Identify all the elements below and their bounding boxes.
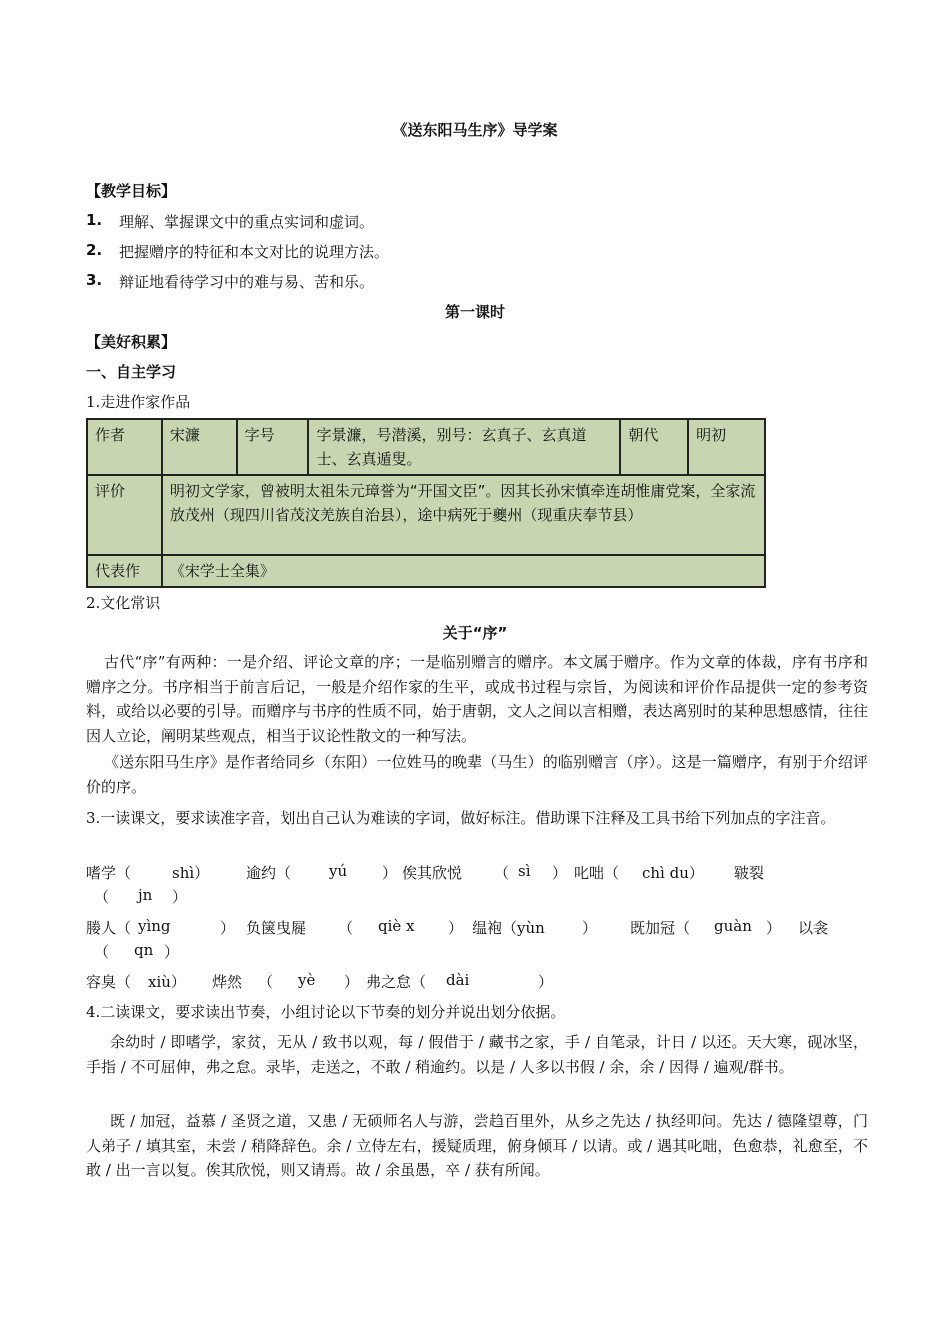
pinyin-item: guàn bbox=[714, 917, 752, 935]
pinyin-item: 皲裂 bbox=[734, 864, 765, 882]
lesson-heading: 第一课时 bbox=[444, 303, 505, 321]
pinyin-item: ） bbox=[344, 973, 360, 991]
pinyin-item: ） bbox=[172, 888, 188, 906]
works-label: 代表作 bbox=[87, 555, 162, 587]
pinyin-item: 弗之怠（ bbox=[366, 973, 427, 991]
pinyin-item: ） bbox=[382, 864, 398, 882]
pinyin-item: yè bbox=[298, 971, 316, 989]
evaluation-value: 明初文学家，曾被明太祖朱元璋誉为“开国文臣”。因其长孙宋慎牵连胡惟庸党案，全家流放茂州（现四川省茂汶羌族自治县），途中病死于夔州（现重庆奉节县） bbox=[162, 475, 765, 555]
pinyin-item: 缊袍（yùn bbox=[472, 919, 545, 937]
pinyin-item: yú bbox=[329, 862, 348, 880]
accumulation-heading: 【美好积累】 bbox=[86, 333, 177, 351]
item-heading-author: 1.走进作家作品 bbox=[86, 393, 191, 411]
item-heading-culture: 2.文化常识 bbox=[86, 594, 161, 612]
pinyin-item: 既加冠（ bbox=[630, 919, 691, 937]
pinyin-item: yìng bbox=[138, 917, 171, 935]
pinyin-item: 媵人（ bbox=[86, 919, 132, 937]
works-value: 《宋学士全集》 bbox=[162, 555, 765, 587]
pinyin-item: qiè x bbox=[378, 917, 415, 935]
table-row bbox=[87, 419, 765, 475]
about-paragraph-1: 古代“序”有两种：一是介绍、评论文章的序；一是临别赠言的赠序。本文属于赠序。作为文章的体裁，序有书序和赠序之分。书序相当于前言后记，一般是介绍作家的生平，或成书过程与宗旨，为阅读和评价作品提供一定的参考资料，或给以必要的引导。而赠序与书序的性质不同，始于唐朝，文人之间以言相赠，表达离别时的某种思想感情，往往因人立论，阐明某些观点，相当于议论性散文的一种写法。 bbox=[86, 653, 868, 745]
item-4-instruction: 4.二读课文，要求读出节奏，小组讨论以下节奏的划分并说出划分依据。 bbox=[86, 1003, 566, 1021]
pinyin-item: xiù） bbox=[148, 973, 186, 991]
pinyin-item: 容臭（ bbox=[86, 973, 132, 991]
pinyin-item: 烨然 bbox=[212, 973, 243, 991]
zihao-label: 字号 bbox=[237, 419, 309, 475]
document-title: 《送东阳马生序》导学案 bbox=[392, 121, 558, 139]
pinyin-item: ） bbox=[164, 943, 180, 961]
pinyin-item: ） bbox=[582, 919, 598, 937]
pinyin-item: （ bbox=[258, 973, 274, 991]
pinyin-item: shì） bbox=[172, 864, 210, 882]
pinyin-item: 叱咄（ bbox=[574, 864, 620, 882]
objective-number: 1. bbox=[86, 211, 103, 229]
pinyin-item: chì du） bbox=[642, 864, 704, 882]
dynasty-label: 朝代 bbox=[620, 419, 688, 475]
dynasty-value: 明初 bbox=[688, 419, 765, 475]
pinyin-item: （ bbox=[94, 888, 110, 906]
evaluation-label: 评价 bbox=[87, 475, 162, 555]
author-value: 宋濂 bbox=[162, 419, 237, 475]
section-heading: 一、自主学习 bbox=[86, 363, 177, 381]
pinyin-item: （ bbox=[494, 864, 510, 882]
objective-text: 辩证地看待学习中的难与易、苦和乐。 bbox=[119, 273, 375, 291]
about-preface-heading: 关于“序” bbox=[442, 624, 508, 642]
pinyin-item: ） bbox=[552, 864, 568, 882]
pinyin-item: ） bbox=[766, 919, 782, 937]
author-info-table bbox=[86, 418, 766, 588]
table-row bbox=[87, 475, 765, 555]
pinyin-item: qn bbox=[134, 941, 154, 959]
pinyin-item: 以衾 bbox=[798, 919, 829, 937]
rhythm-paragraph-1: 余幼时 / 即嗜学，家贫，无从 / 致书以观，每 / 假借于 / 藏书之家，手 / 自笔录，计日 / 以还。天大寒，砚冰坚，手指 / 不可屈伸，弗之怠。录毕，走送之，不敢 / 稍逾约。以是 / 人多以书假 / 余，余 / 因得 / 遍观/群书。 bbox=[86, 1033, 868, 1076]
objective-number: 3. bbox=[86, 271, 103, 289]
pinyin-item: sì bbox=[518, 862, 531, 880]
objective-number: 2. bbox=[86, 241, 103, 259]
pinyin-item: （ bbox=[94, 943, 110, 961]
pinyin-item: 负箧曳屣 bbox=[246, 919, 307, 937]
pinyin-item: 嗜学（ bbox=[86, 864, 132, 882]
pinyin-item: 逾约（ bbox=[246, 864, 292, 882]
objective-text: 把握赠序的特征和本文对比的说理方法。 bbox=[119, 243, 390, 261]
zihao-value: 字景濂，号潜溪，别号：玄真子、玄真道士、玄真遁叟。 bbox=[308, 419, 620, 475]
pinyin-item: jn bbox=[138, 886, 153, 904]
rhythm-paragraph-2: 既 / 加冠，益慕 / 圣贤之道，又患 / 无硕师名人与游，尝趋百里外，从乡之先达 / 执经叩问。先达 / 德隆望尊，门人弟子 / 填其室，未尝 / 稍降辞色。余 / 立侍左右，援疑质理，俯身倾耳 / 以请。或 / 遇其叱咄，色愈恭，礼愈至，不敢 / 出一言以复。俟其欣悦，则又请焉。故 / 余虽愚，卒 / 获有所闻。 bbox=[86, 1112, 868, 1179]
pinyin-item: ） bbox=[220, 919, 236, 937]
objective-item-3 bbox=[86, 270, 375, 291]
pinyin-item: dài bbox=[446, 971, 470, 989]
about-paragraph-2: 《送东阳马生序》是作者给同乡（东阳）一位姓马的晚辈（马生）的临别赠言（序）。这是一篇赠序，有别于介绍评价的序。 bbox=[86, 753, 868, 796]
pinyin-item: （ bbox=[338, 919, 354, 937]
pinyin-item: 俟其欣悦 bbox=[402, 864, 463, 882]
author-label: 作者 bbox=[87, 419, 162, 475]
pinyin-item: ） bbox=[448, 919, 464, 937]
table-row bbox=[87, 555, 765, 587]
objective-item-2 bbox=[86, 240, 390, 261]
objective-text: 理解、掌握课文中的重点实词和虚词。 bbox=[119, 213, 375, 231]
objective-item-1 bbox=[86, 210, 375, 231]
objectives-heading: 【教学目标】 bbox=[86, 182, 177, 200]
item-3-instruction: 3.一读课文，要求读准字音，划出自己认为难读的字词，做好标注。借助课下注释及工具书给下列加点的字注音。 bbox=[86, 809, 836, 827]
pinyin-item: ） bbox=[538, 973, 554, 991]
